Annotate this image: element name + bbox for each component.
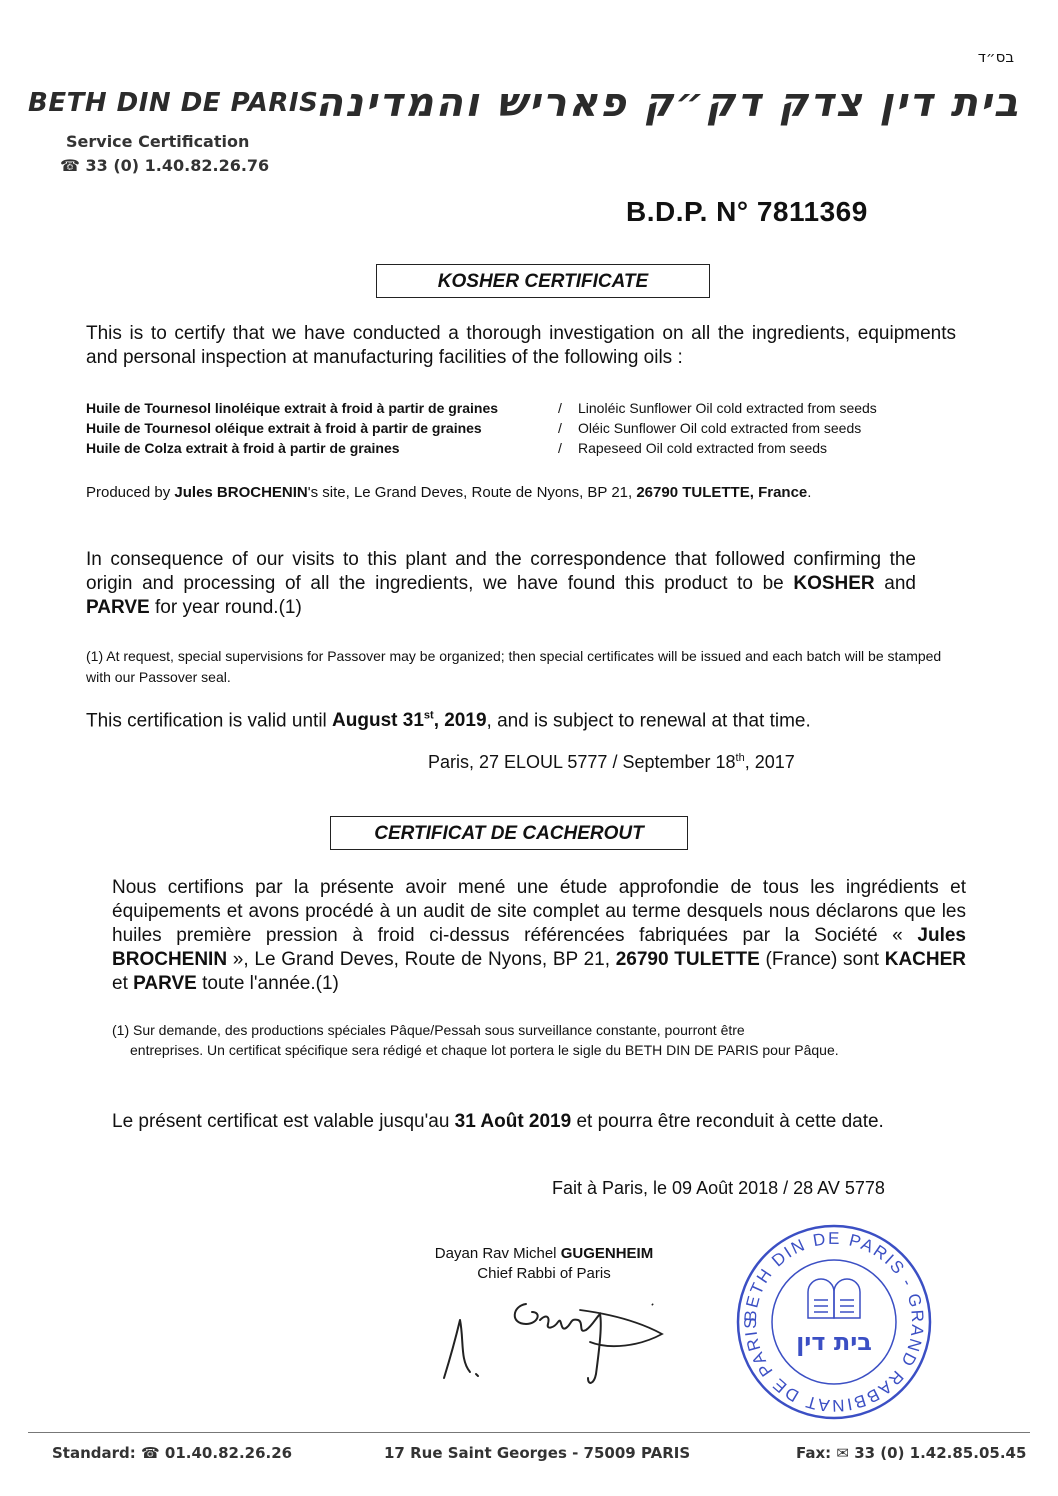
validity-english [86,710,811,732]
passover-note-french: (1) Sur demande, des productions spéciales Pâque/Pessah sous surveillance constante, pourront être entreprises. Un certificat spécifique sera rédigé et chaque lot portera le sigle du BETH DIN DE PARIS pour Pâque. [112,1022,839,1058]
oil-separator: / [558,420,562,436]
and-word: and [874,573,916,594]
oil-french: Huile de Tournesol oléique extrait à froid à partir de graines [86,420,482,436]
producer-city: 26790 TULETTE, [636,484,754,501]
beth-din-seal [734,1222,934,1422]
organization-name-hebrew: בית דין צדק דק״ק פאריש והמדינה [315,80,1020,126]
service-label: Service Certification [66,132,250,151]
handwritten-signature [430,1290,670,1400]
company-name: Jules BROCHENIN [112,925,966,970]
validity-end: , and is subject to renewal at that time. [486,710,811,732]
parve-word-fr: PARVE [133,973,197,994]
postcode-city: 26790 TULETTE [615,949,760,970]
issue-date-french: Fait à Paris, le 09 Août 2018 / 28 AV 5778 [552,1178,885,1198]
besiyata-dishmaya: בס״ד [977,48,1014,66]
producer-paragraph [86,482,916,503]
organization-name-latin: BETH DIN DE PARIS [28,88,319,118]
oil-separator: / [558,440,562,456]
consequence-end: for year round.(1) [149,597,302,618]
producer-address: 's site, Le Grand Deves, Route de Nyons, BP 21, [307,484,637,501]
certificate-number: B.D.P. N° 7811369 [626,196,868,227]
passover-note-english: (1) At request, special supervisions for Passover may be organized; then special certificates will be issued and each batch will be stamped with our Passover seal. [86,648,942,685]
oil-separator: / [558,400,562,416]
producer-text: Produced by [86,484,175,501]
footer-standard: Standard: ☎ 01.40.82.26.26 [52,1444,293,1462]
producer-end: . [807,484,812,501]
certificat-cacherout-title: CERTIFICAT DE CACHEROUT [330,816,688,850]
header-phone: ☎ 33 (0) 1.40.82.26.76 [60,156,270,175]
oil-french: Huile de Tournesol linoléique extrait à froid à partir de graines [86,400,499,416]
producer-country: France [758,484,808,501]
footer-address: 17 Rue Saint Georges - 75009 PARIS [384,1444,691,1462]
french-paragraph: Nous certifions par la présente avoir mené une étude approfondie de tous les ingrédients et équipements et avons procédé à un audit de site complet au terme desquels nous déclarons que les huiles première pression à froid ci-dessus référencées fabriquées par la Société « Jules BROCHENIN », Le Grand Deves, Route de Nyons, BP 21, 26790 TULETTE (France) sont KACHER et PARVE toute l'année.(1) [112,877,966,994]
oil-row [86,418,966,438]
oil-english: Rapeseed Oil cold extracted from seeds [578,440,828,456]
consequence-text: In consequence of our visits to this plant and the correspondence that followed confirming the origin and processing of all the ingredients, we have found this product to be [86,549,916,594]
validity-text: This certification is valid until [86,710,333,732]
footer-fax: Fax: ✉ 33 (0) 1.42.85.05.45 [796,1444,1027,1462]
kosher-certificate-title: KOSHER CERTIFICATE [376,264,710,298]
kosher-word: KOSHER [793,573,875,594]
signer-name: Dayan Rav Michel GUGENHEIM [434,1245,654,1262]
consequence-paragraph [86,548,916,620]
oil-row [86,438,966,458]
oil-french: Huile de Colza extrait à froid à partir de graines [86,440,400,456]
intro-paragraph: This is to certify that we have conducted a thorough investigation on all the ingredients, equipments and personal inspection at manufacturing facilities of the following oils : [86,323,956,368]
oils-list [86,398,966,458]
footer-divider [28,1432,1030,1433]
svg-text:בית דין: בית דין [796,1328,872,1356]
svg-text:BETH DIN DE PARIS - GRAND RABB: BETH DIN DE PARIS - GRAND RABBINAT DE PARIS [740,1228,928,1416]
kacher-word: KACHER [884,949,966,970]
producer-name: Jules BROCHENIN [174,484,308,501]
issue-date-english: Paris, 27 ELOUL 5777 / September 18th, 2017 [428,752,795,772]
oil-row [86,398,966,418]
signer-block [412,1244,676,1284]
oil-english: Linoléic Sunflower Oil cold extracted from seeds [578,400,877,416]
parve-word: PARVE [86,597,150,618]
signer-title: Chief Rabbi of Paris [477,1265,611,1282]
validity-date: August 31st, 2019 [332,710,487,732]
validity-french: Le présent certificat est valable jusqu'au 31 Août 2019 et pourra être reconduit à cette date. [112,1111,884,1132]
validity-date-fr: 31 Août 2019 [454,1111,572,1132]
oil-english: Oléic Sunflower Oil cold extracted from seeds [578,420,862,436]
